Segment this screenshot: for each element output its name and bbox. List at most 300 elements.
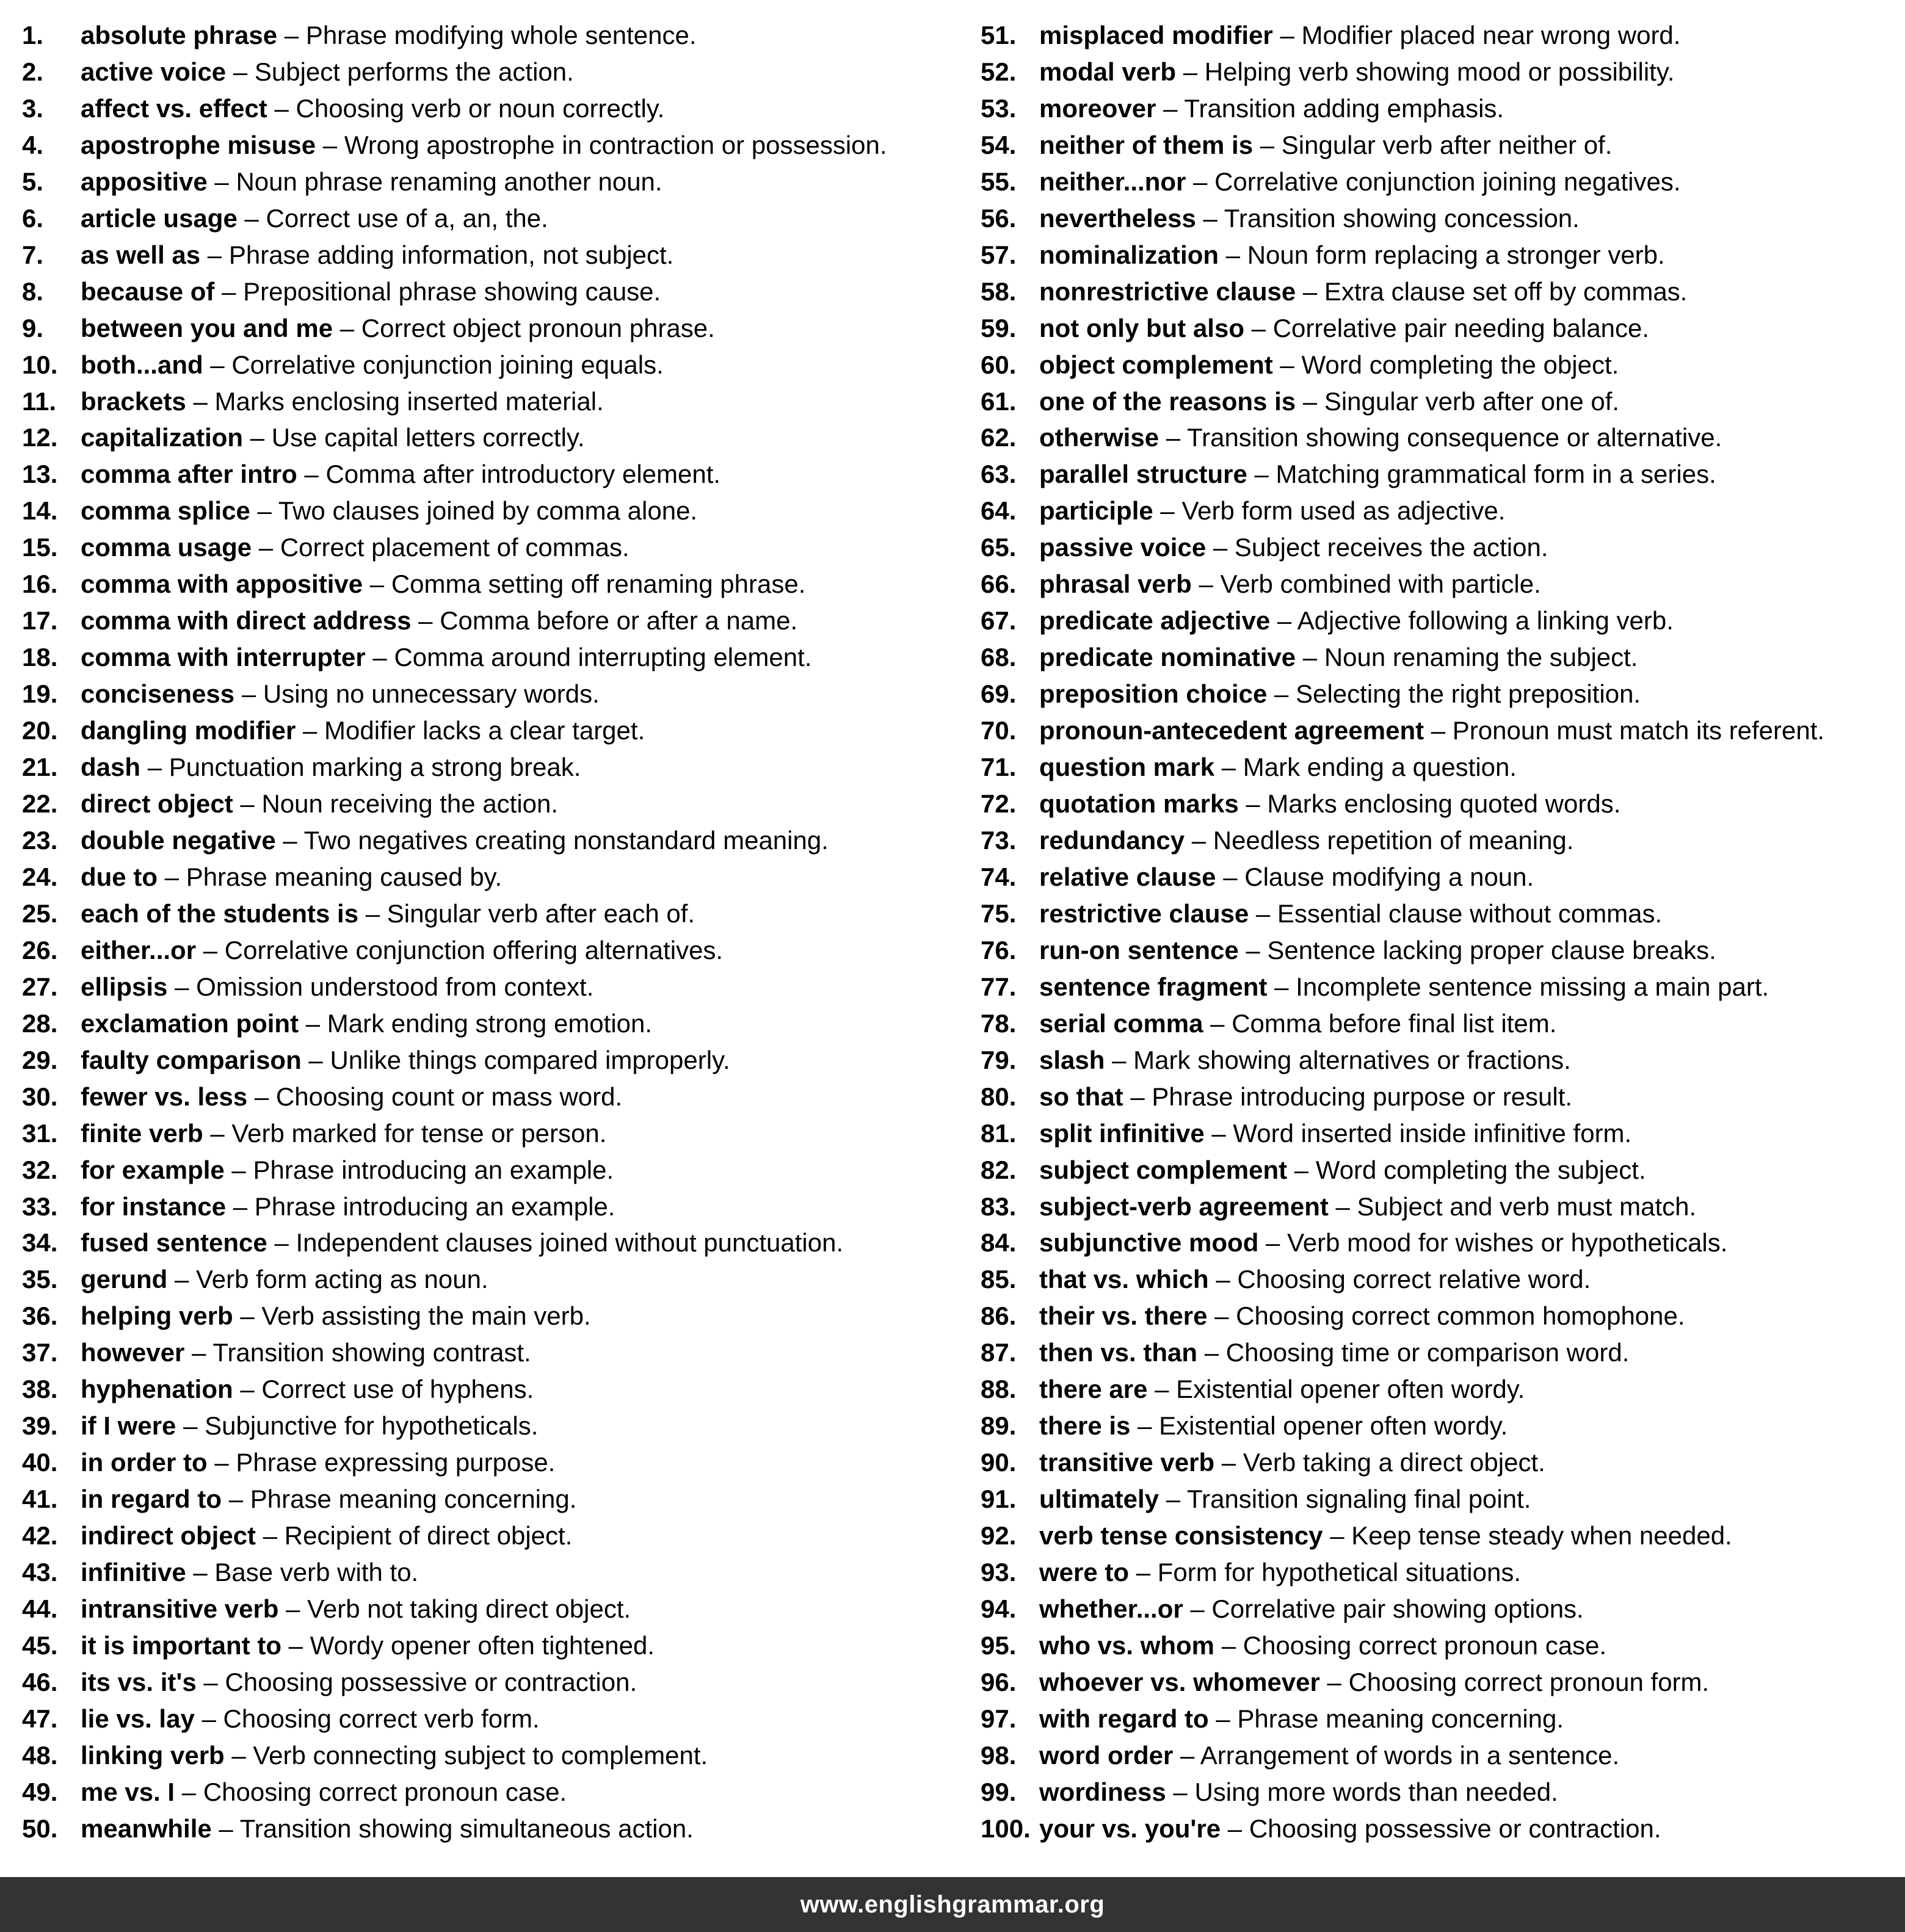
entry-number: 54. [981,130,1017,159]
entry-definition: Needless repetition of meaning. [1213,825,1574,855]
glossary-entry [981,529,1896,566]
entry-number: 69. [981,679,1017,709]
entry-separator: – [277,21,306,49]
entry-number: 9. [22,313,44,342]
glossary-entry [22,1371,956,1408]
entry-number: 17. [22,606,58,635]
glossary-entry [22,822,956,859]
entry-definition: Phrase meaning concerning. [250,1485,577,1514]
entry-definition: Base verb with to. [214,1558,419,1587]
entry-separator: – [1207,1301,1236,1331]
entry-content [1039,1261,1591,1298]
entry-number: 99. [981,1777,1017,1806]
entry-term: me vs. I [81,1777,175,1806]
glossary-entry [981,822,1896,859]
entry-number: 43. [22,1558,58,1587]
entry-number: 15. [22,533,58,562]
entry-term: misplaced modifier [1039,21,1273,49]
entry-number: 31. [22,1118,58,1148]
glossary-entry [22,273,956,310]
entry-separator: – [1258,1228,1288,1257]
glossary-entry [981,602,1896,639]
entry-content [81,566,805,602]
entry-separator: – [175,1777,203,1806]
entry-definition: Use capital letters correctly. [271,423,585,452]
entry-definition: Helping verb showing mood or possibility. [1204,57,1675,86]
glossary-entry [22,54,956,90]
entry-separator: – [1319,1667,1349,1696]
entry-separator: – [1206,533,1235,562]
entry-separator: – [1196,203,1224,233]
entry-number: 55. [981,167,1017,196]
entry-term: nonrestrictive clause [1039,277,1296,306]
entry-content [1039,1005,1556,1042]
entry-separator: – [1244,313,1273,342]
entry-content [81,639,811,676]
entry-number: 29. [22,1045,58,1074]
entry-definition: Correct use of a, an, the. [266,203,548,233]
glossary-entry [981,1079,1896,1115]
entry-definition: Verb form used as adjective. [1181,496,1506,526]
entry-content [1039,712,1824,749]
entry-term: gerund [81,1265,168,1294]
entry-content [1039,164,1681,200]
entry-term: fused sentence [81,1228,267,1257]
entry-separator: – [203,1118,232,1148]
glossary-entry [981,164,1896,200]
entry-content [81,1189,615,1225]
entry-content [1039,383,1619,420]
entry-separator: – [224,1740,253,1770]
entry-content [81,17,697,54]
glossary-entry [22,602,956,639]
entry-term: meanwhile [81,1814,212,1843]
entry-number: 20. [22,716,58,745]
entry-term: if I were [81,1411,176,1441]
entry-content [81,237,673,273]
entry-definition: Correlative pair needing balance. [1272,313,1650,342]
entry-content [1039,1334,1629,1371]
entry-content [81,932,723,969]
glossary-entry [981,1371,1896,1408]
entry-content [81,164,662,200]
entry-separator: – [1287,1155,1316,1184]
entry-number: 77. [981,972,1017,1001]
entry-content [1039,749,1517,786]
entry-definition: Correlative conjunction offering alternatives. [224,935,724,964]
entry-term: relative clause [1039,862,1216,891]
entry-number: 12. [22,423,58,452]
entry-term: that vs. which [1039,1265,1209,1294]
entry-term: absolute phrase [81,21,278,49]
entry-content [81,895,695,932]
entry-definition: Selecting the right preposition. [1296,679,1641,709]
glossary-entry [981,786,1896,822]
entry-term: not only but also [1039,313,1244,342]
entry-content [81,1591,631,1627]
entry-content [1039,1152,1646,1189]
entry-content [81,1811,694,1847]
entry-separator: – [1204,1118,1233,1148]
entry-definition: Subject receives the action. [1234,533,1548,562]
entry-content [81,1554,418,1591]
entry-definition: Using no unnecessary words. [263,679,600,709]
entry-separator: – [316,130,344,159]
glossary-entry [22,1444,956,1481]
entry-separator: – [275,825,304,855]
entry-term: predicate nominative [1039,643,1296,672]
entry-number: 84. [981,1228,1017,1257]
glossary-entry [22,1701,956,1737]
entry-number: 72. [981,789,1017,819]
glossary-entry [22,969,956,1005]
entry-term: so that [1039,1082,1123,1111]
glossary-entry [22,1115,956,1152]
entry-separator: – [184,1338,213,1367]
glossary-entry [22,1774,956,1811]
entry-content [1039,310,1649,347]
glossary-entry [22,639,956,676]
entry-term: however [81,1338,185,1367]
entry-term: serial comma [1039,1008,1203,1038]
entry-number: 1. [22,21,44,49]
entry-definition: Transition showing consequence or alternative. [1187,423,1722,452]
entry-number: 83. [981,1192,1017,1221]
entry-content [81,859,502,895]
entry-definition: Clause modifying a noun. [1244,862,1534,891]
entry-definition: Choosing correct verb form. [223,1704,540,1733]
glossary-entry [981,1408,1896,1444]
entry-content [81,1518,572,1554]
entry-separator: – [1159,1485,1187,1514]
entry-content [1039,237,1665,273]
entry-term: because of [81,277,215,306]
glossary-entry [22,200,956,237]
entry-definition: Wordy opener often tightened. [310,1630,655,1660]
entry-separator: – [224,1155,253,1184]
entry-definition: Choosing possessive or contraction. [225,1667,637,1696]
entry-definition: Phrase meaning concerning. [1237,1704,1564,1733]
entry-number: 97. [981,1704,1017,1733]
glossary-entry [22,1627,956,1664]
entry-content [1039,676,1641,712]
entry-number: 100. [981,1814,1031,1843]
glossary-entry [981,17,1896,54]
entry-term: transitive verb [1039,1448,1215,1477]
entry-term: comma with direct address [81,606,412,635]
entry-content [1039,1189,1696,1225]
entry-number: 59. [981,313,1017,342]
entry-number: 37. [22,1338,58,1367]
entry-separator: – [207,167,236,196]
entry-separator: – [167,972,197,1001]
entry-content [1039,1408,1508,1444]
entry-separator: – [1214,1448,1243,1477]
entry-separator: – [1185,825,1213,855]
entry-definition: Existential opener often wordy. [1176,1375,1525,1404]
entry-number: 80. [981,1082,1017,1111]
entry-term: comma splice [81,496,250,526]
entry-definition: Choosing correct common homophone. [1236,1301,1685,1331]
glossary-entry [22,237,956,273]
entry-definition: Transition showing contrast. [212,1338,531,1367]
glossary-entry [981,1152,1896,1189]
glossary-column-right [981,17,1896,1847]
glossary-entry [22,17,956,54]
glossary-entry [981,932,1896,969]
entry-content [1039,127,1612,164]
entry-number: 58. [981,277,1017,306]
entry-separator: – [1328,1192,1357,1221]
entry-number: 41. [22,1485,58,1514]
entry-number: 16. [22,570,58,599]
entry-number: 73. [981,825,1017,855]
entry-number: 33. [22,1192,58,1221]
entry-separator: – [1296,277,1324,306]
entry-definition: Singular verb after one of. [1324,386,1620,416]
entry-definition: Word completing the object. [1301,350,1619,379]
entry-separator: – [243,423,272,452]
entry-content [1039,859,1534,895]
entry-content [1039,1115,1631,1152]
entry-content [81,273,661,310]
entry-term: nominalization [1039,240,1219,269]
entry-separator: – [1272,21,1302,49]
entry-definition: Phrase modifying whole sentence. [305,21,697,49]
entry-number: 14. [22,496,58,526]
entry-separator: – [1197,1338,1226,1367]
entry-separator: – [1267,679,1296,709]
entry-content [81,347,664,383]
entry-term: dash [81,753,141,782]
entry-content [1039,639,1638,676]
entry-term: it is important to [81,1630,281,1660]
entry-term: comma usage [81,533,252,562]
entry-separator: – [196,935,225,964]
entry-content [1039,1664,1709,1701]
entry-term: appositive [81,167,208,196]
entry-number: 38. [22,1375,58,1404]
entry-content [1039,1518,1732,1554]
entry-content [1039,456,1716,493]
entry-content [81,1115,606,1152]
entry-number: 4. [22,130,44,159]
entry-number: 85. [981,1265,1017,1294]
entry-content [1039,347,1619,383]
entry-number: 8. [22,277,44,306]
entry-number: 32. [22,1155,58,1184]
entry-content [81,493,697,529]
glossary-entry [981,895,1896,932]
entry-term: for instance [81,1192,227,1221]
entry-content [81,1627,655,1664]
entry-separator: – [1130,1411,1159,1441]
entry-number: 35. [22,1265,58,1294]
entry-separator: – [233,1301,262,1331]
entry-content [1039,1481,1531,1518]
entry-content [81,822,829,859]
entry-separator: – [1156,93,1185,123]
entry-term: were to [1039,1558,1130,1587]
entry-content [81,456,720,493]
entry-content [1039,1042,1571,1079]
glossary-entry [981,676,1896,712]
entry-definition: Noun receiving the action. [261,789,559,819]
entry-separator: – [207,1448,236,1477]
entry-term: parallel structure [1039,460,1247,489]
entry-definition: Noun form replacing a stronger verb. [1247,240,1665,269]
entry-number: 5. [22,167,44,196]
entry-content [81,1298,591,1334]
entry-definition: Subject performs the action. [254,57,574,86]
entry-term: sentence fragment [1039,972,1268,1001]
entry-term: finite verb [81,1118,203,1148]
entry-content [1039,1701,1564,1737]
footer-website-link[interactable]: www.englishgrammar.org [800,1890,1105,1918]
entry-separator: – [196,1667,225,1696]
entry-separator: – [140,753,169,782]
glossary-entry [981,310,1896,347]
entry-term: brackets [81,386,186,416]
entry-term: comma with interrupter [81,643,366,672]
entry-number: 11. [22,386,57,416]
entry-content [81,786,558,822]
entry-content [81,1371,534,1408]
glossary-entry [22,1408,956,1444]
entry-definition: Verb taking a direct object. [1243,1448,1545,1477]
entry-number: 23. [22,825,58,855]
entry-number: 24. [22,862,58,891]
entry-separator: – [252,533,280,562]
entry-term: both...and [81,350,203,379]
glossary-entry [22,895,956,932]
glossary-entry [981,1774,1896,1811]
entry-number: 6. [22,203,44,233]
entry-term: linking verb [81,1740,225,1770]
entry-separator: – [176,1411,205,1441]
entry-separator: – [1270,606,1297,635]
entry-definition: Verb mood for wishes or hypotheticals. [1287,1228,1728,1257]
entry-term: due to [81,862,158,891]
glossary-entry [22,749,956,786]
entry-number: 13. [22,460,58,489]
entry-separator: – [194,1704,223,1733]
entry-content [81,676,600,712]
entry-number: 67. [981,606,1017,635]
entry-content [81,602,797,639]
entry-number: 56. [981,203,1017,233]
glossary-entry [981,237,1896,273]
entry-term: one of the reasons is [1039,386,1296,416]
entry-content [1039,822,1573,859]
entry-separator: – [1253,130,1282,159]
entry-term: question mark [1039,753,1215,782]
glossary-entry [22,1225,956,1261]
glossary-entry [22,164,956,200]
entry-number: 82. [981,1155,1017,1184]
entry-separator: – [233,1375,262,1404]
entry-number: 63. [981,460,1017,489]
entry-separator: – [411,606,440,635]
entry-term: your vs. you're [1039,1814,1221,1843]
entry-content [1039,1444,1545,1481]
entry-number: 46. [22,1667,58,1696]
entry-separator: – [1129,1558,1158,1587]
entry-separator: – [203,350,232,379]
entry-number: 79. [981,1045,1017,1074]
entry-separator: – [1153,496,1182,526]
glossary-entry [981,347,1896,383]
glossary-entry [22,712,956,749]
entry-definition: Mark ending strong emotion. [327,1008,653,1038]
entry-number: 49. [22,1777,58,1806]
entry-definition: Word completing the subject. [1315,1155,1646,1184]
entry-definition: Choosing correct pronoun form. [1348,1667,1710,1696]
entry-definition: Singular verb after each of. [386,899,695,928]
entry-definition: Correlative conjunction joining equals. [231,350,664,379]
glossary-entry [981,419,1896,456]
entry-definition: Phrase introducing an example. [254,1192,615,1221]
entry-separator: – [1186,167,1215,196]
entry-definition: Noun renaming the subject. [1324,643,1638,672]
entry-number: 64. [981,496,1017,526]
entry-number: 92. [981,1521,1017,1550]
entry-separator: – [1191,570,1221,599]
entry-separator: – [358,899,387,928]
entry-term: hyphenation [81,1375,233,1404]
entry-content [81,1737,708,1774]
entry-number: 94. [981,1594,1017,1623]
glossary-entry [981,1261,1896,1298]
entry-definition: Essential clause without commas. [1277,899,1663,928]
glossary-entry [981,1189,1896,1225]
entry-definition: Choosing verb or noun correctly. [296,93,665,123]
entry-content [81,200,548,237]
entry-definition: Comma setting off renaming phrase. [391,570,806,599]
entry-definition: Marks enclosing quoted words. [1267,789,1621,819]
entry-definition: Wrong apostrophe in contraction or possession. [344,130,887,159]
glossary-entry [981,127,1896,164]
entry-term: pronoun-antecedent agreement [1039,716,1424,745]
entry-separator: – [222,1485,250,1514]
entry-term: participle [1039,496,1153,526]
glossary-entry [981,1444,1896,1481]
entry-number: 30. [22,1082,58,1111]
entry-separator: – [1105,1045,1134,1074]
entry-separator: – [1249,899,1277,928]
entry-separator: – [301,1045,330,1074]
entry-definition: Existential opener often wordy. [1159,1411,1508,1441]
entry-separator: – [226,1192,255,1221]
entry-separator: – [281,1630,310,1660]
entry-number: 18. [22,643,58,672]
entry-separator: – [1183,1594,1212,1623]
glossary-entry [22,566,956,602]
entry-number: 86. [981,1301,1017,1331]
entry-term: passive voice [1039,533,1206,562]
entry-definition: Transition adding emphasis. [1184,93,1504,123]
entry-definition: Comma after introductory element. [325,460,721,489]
entry-term: for example [81,1155,225,1184]
entry-term: between you and me [81,313,333,342]
entry-content [1039,932,1716,969]
entry-content [1039,1225,1727,1261]
entry-content [1039,90,1504,127]
entry-term: direct object [81,789,233,819]
entry-number: 61. [981,386,1017,416]
entry-definition: Modifier lacks a clear target. [324,716,645,745]
entry-number: 10. [22,350,58,379]
